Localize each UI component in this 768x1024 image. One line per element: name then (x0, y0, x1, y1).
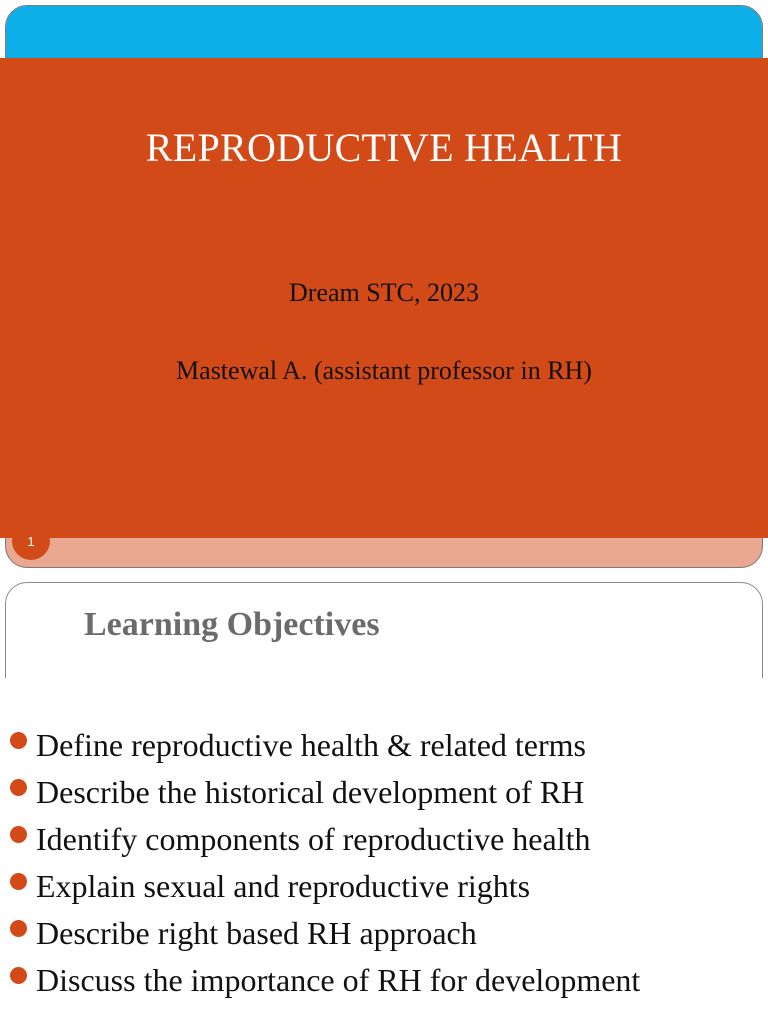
objective-text: Identify components of reproductive health (36, 821, 591, 857)
bullet-dot-icon (10, 967, 27, 984)
slide-number-badge: 1 (12, 522, 50, 560)
objectives-heading: Learning Objectives (84, 606, 380, 643)
objective-text: Describe right based RH approach (36, 915, 477, 951)
bullet-dot-icon (10, 826, 27, 843)
objective-item (8, 724, 640, 771)
slide-author: Mastewal A. (assistant professor in RH) (176, 356, 592, 385)
bullet-dot-icon (10, 873, 27, 890)
objectives-list (8, 724, 640, 1006)
objective-item (8, 865, 640, 912)
bullet-dot-icon (10, 920, 27, 937)
title-slide-top-band (6, 6, 762, 66)
slide-subtitle: Dream STC, 2023 (289, 278, 479, 307)
objective-item (8, 818, 640, 865)
bullet-dot-icon (10, 779, 27, 796)
bullet-dot-icon (10, 732, 27, 749)
objective-text: Discuss the importance of RH for development (36, 962, 641, 998)
objective-text: Describe the historical development of RH (36, 774, 585, 810)
objective-item (8, 771, 640, 818)
objective-text: Define reproductive health & related terms (36, 727, 586, 763)
slide-title: REPRODUCTIVE HEALTH (145, 125, 623, 170)
objective-item (8, 959, 640, 1006)
objective-item (8, 912, 640, 959)
objective-text: Explain sexual and reproductive rights (36, 868, 531, 904)
